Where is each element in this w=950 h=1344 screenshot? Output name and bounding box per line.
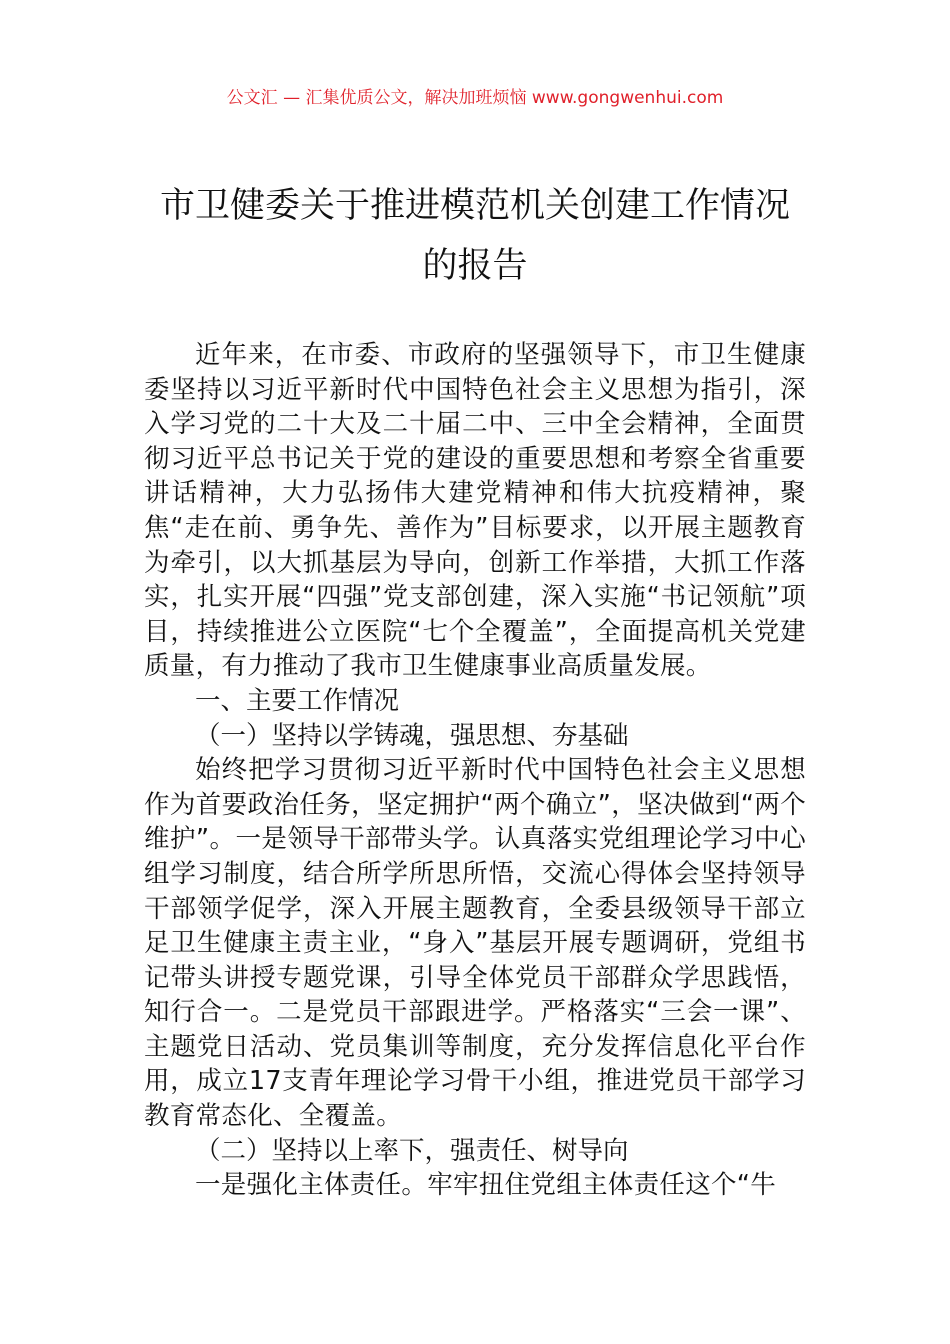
header-banner: 公文汇 — 汇集优质公文，解决加班烦恼 www.gongwenhui.com [226, 88, 724, 108]
subsection-heading-1: （一）坚持以学铸魂，强思想、夯基础 [195, 720, 629, 751]
title-line-2: 的报告 [422, 246, 528, 286]
document-title [120, 176, 830, 296]
intro-paragraph: 近年来，在市委、市政府的坚强领导下，市卫生健康委坚持以习近平新时代中国特色社会主义思想为指引，深入学习党的二十大及二十届二中、三中全会精神，全面贯彻习近平总书记关于党的建设的重要思想和考察全省重要讲话精神，大力弘扬伟大建党精神和伟大抗疫精神，聚焦“走在前、勇争先、善作为”目标要求，以开展主题教育为牵引，以大抓基层为导向，创新工作举措，大抓工作落实，扎实开展“四强”党支部创建，深入实施“书记领航”项目，持续推进公立医院“七个全覆盖”，全面提高机关党建质量，有力推动了我市卫生健康事业高质量发展。 [144, 340, 806, 682]
document-body [144, 338, 806, 1203]
body-paragraph-1: 始终把学习贯彻习近平新时代中国特色社会主义思想作为首要政治任务，坚定拥护“两个确立”，坚决做到“两个维护”。一是领导干部带头学。认真落实党组理论学习中心组学习制度，结合所学所思所悟，交流心得体会坚持领导干部领学促学，深入开展主题教育，全委县级领导干部立足卫生健康主责主业，“身入”基层开展专题调研，党组书记带头讲授专题党课，引导全体党员干部群众学思践悟，知行合一。二是党员干部跟进学。严格落实“三会一课”、主题党日活动、党员集训等制度，充分发挥信息化平台作用，成立17支青年理论学习骨干小组，推进党员干部学习教育常态化、全覆盖。 [144, 755, 806, 1132]
body-paragraph-2: 一是强化主体责任。牢牢扭住党组主体责任这个“牛 [195, 1170, 777, 1201]
title-line-1: 市卫健委关于推进模范机关创建工作情况 [159, 186, 790, 226]
section-heading-1: 一、主要工作情况 [195, 685, 400, 716]
subsection-heading-2: （二）坚持以上率下，强责任、树导向 [195, 1135, 629, 1166]
